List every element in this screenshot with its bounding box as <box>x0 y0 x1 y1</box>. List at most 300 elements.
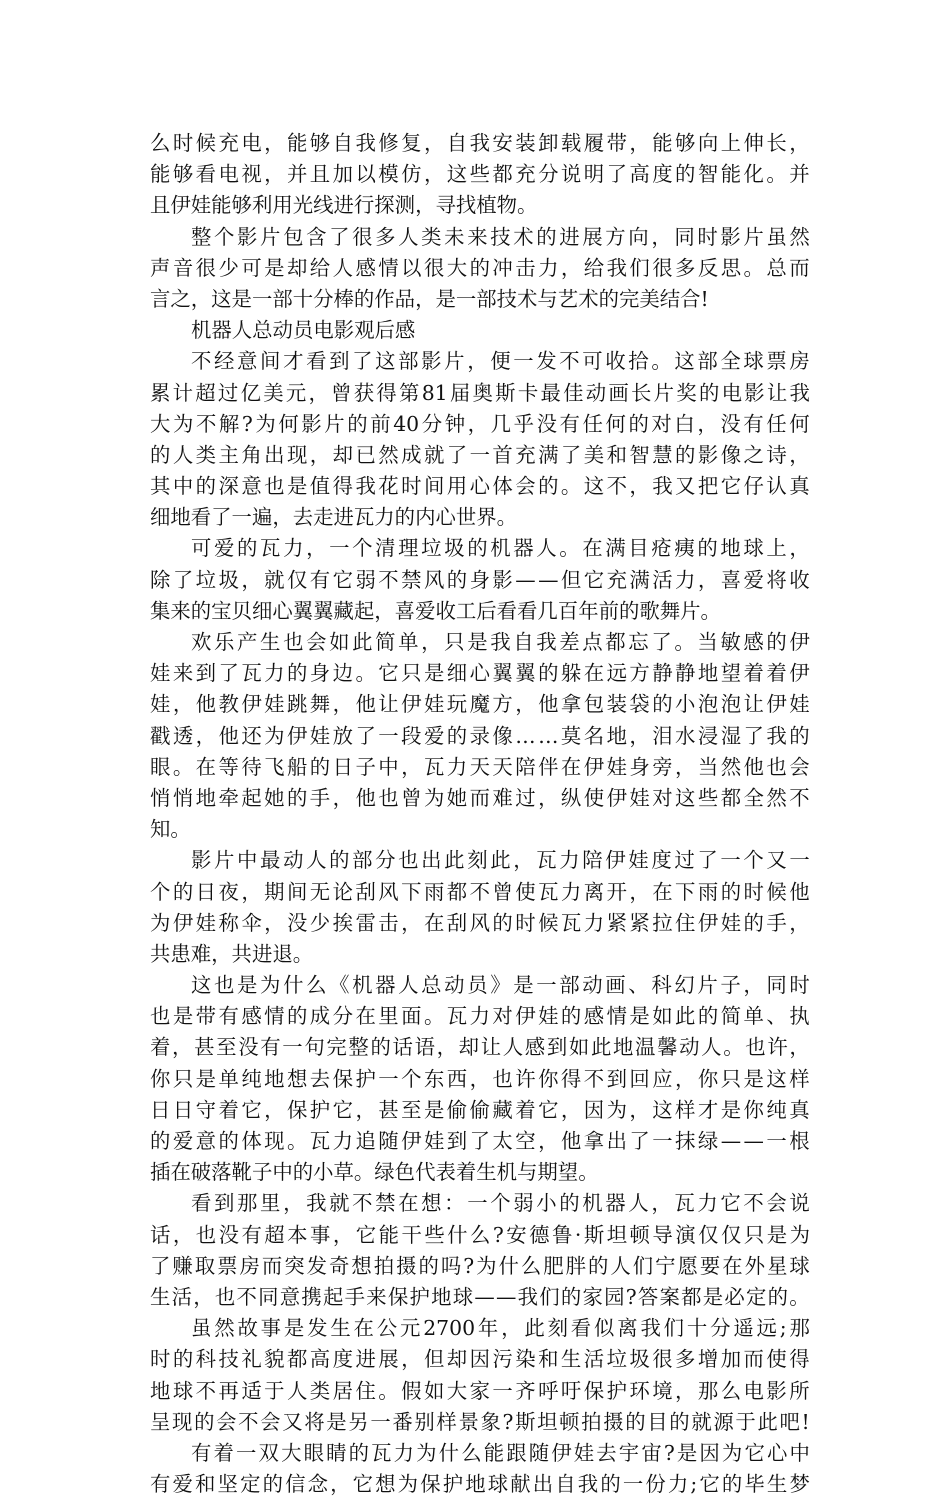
glyph: 。 <box>423 1004 445 1029</box>
text-line <box>150 378 810 409</box>
glyph: 事 <box>310 1222 331 1247</box>
glyph: 它 <box>699 1472 720 1497</box>
glyph: 么 <box>720 1378 742 1403</box>
glyph: 娃 <box>264 692 285 717</box>
glyph: 的 <box>536 224 557 249</box>
glyph: 奖 <box>676 380 697 405</box>
text-line <box>150 596 810 627</box>
glyph: 至 <box>216 1035 237 1060</box>
glyph: 并 <box>789 162 810 187</box>
glyph: 别 <box>414 1409 435 1434</box>
glyph: 紧 <box>606 910 627 935</box>
glyph: 信 <box>285 1472 306 1497</box>
glyph: 画 <box>608 380 629 405</box>
text-line <box>150 315 810 346</box>
glyph: 这 <box>375 349 396 374</box>
glyph: 的 <box>628 411 649 436</box>
glyph: 仿 <box>401 162 422 187</box>
glyph: ， <box>697 567 719 592</box>
text-line <box>150 1220 810 1251</box>
glyph: 收 <box>605 349 626 374</box>
text-line <box>150 1032 810 1063</box>
glyph: 间 <box>260 349 281 374</box>
glyph: 么 <box>461 1440 482 1465</box>
glyph: 垃 <box>606 1347 627 1372</box>
glyph: 着 <box>213 1440 234 1465</box>
glyph: 那 <box>237 1191 258 1216</box>
glyph: 它 <box>744 1440 765 1465</box>
glyph: 爱 <box>172 1472 193 1497</box>
glyph: 瓦 <box>260 536 281 561</box>
glyph: 的 <box>347 411 368 436</box>
glyph: 的 <box>218 1129 239 1153</box>
text-line-content <box>150 689 810 720</box>
glyph: 总 <box>766 255 787 280</box>
glyph: 刮 <box>446 910 468 935</box>
glyph: 虽 <box>191 1316 212 1341</box>
glyph: 将 <box>304 1409 325 1434</box>
glyph: 是 <box>702 1284 724 1309</box>
glyph: 娃 <box>195 910 217 935</box>
glyph: 他 <box>355 692 376 717</box>
glyph: 美 <box>583 442 605 467</box>
glyph: 宁 <box>655 1253 676 1278</box>
glyph: ， <box>332 785 354 810</box>
glyph: 是 <box>720 1097 742 1122</box>
glyph: 生 <box>330 1316 351 1341</box>
glyph: 身 <box>309 661 331 686</box>
glyph: 执 <box>789 1004 810 1029</box>
glyph: 目 <box>647 1409 668 1434</box>
glyph: 答 <box>637 1284 659 1309</box>
glyph: 满 <box>605 536 626 561</box>
glyph: 坚 <box>217 1472 238 1497</box>
glyph: 会 <box>766 1191 787 1216</box>
glyph: 只 <box>444 630 465 654</box>
glyph: 染 <box>515 1347 536 1372</box>
glyph: 一 <box>652 1129 673 1153</box>
glyph: 环 <box>629 1378 650 1403</box>
glyph: 元 <box>399 1316 421 1341</box>
glyph: 力 <box>332 1129 354 1153</box>
glyph: 想 <box>421 1191 442 1216</box>
glyph: 大 <box>281 1440 302 1465</box>
glyph: 影 <box>237 224 258 249</box>
glyph: 给 <box>583 255 605 280</box>
glyph: 意 <box>195 1129 217 1153</box>
glyph: 是 <box>286 474 308 499</box>
glyph: 长 <box>766 131 787 155</box>
glyph: 的 <box>286 661 308 686</box>
glyph: 瓦 <box>309 1129 331 1153</box>
glyph: 计 <box>172 380 194 405</box>
glyph: 纯 <box>241 1066 262 1091</box>
glyph: 的 <box>538 661 559 686</box>
glyph: 伊 <box>551 1440 572 1465</box>
glyph: 同 <box>766 973 787 998</box>
glyph: ， <box>675 754 696 779</box>
glyph: 伊 <box>401 692 422 717</box>
glyph: 毕 <box>744 1472 765 1497</box>
glyph: 电 <box>721 380 742 405</box>
glyph: 部 <box>352 848 373 873</box>
glyph: 娃 <box>628 848 649 873</box>
glyph: 许 <box>767 1035 788 1060</box>
glyph: 根 <box>789 1129 810 1153</box>
glyph: 瓦 <box>423 754 445 779</box>
glyph: 完 <box>326 1035 347 1060</box>
glyph: — <box>496 1284 517 1309</box>
glyph: 分 <box>375 848 396 873</box>
glyph: 们 <box>632 1253 654 1278</box>
glyph: 吗 <box>440 1253 462 1278</box>
glyph: 的 <box>446 567 468 592</box>
glyph: 让 <box>766 380 788 405</box>
glyph: 是 <box>283 1316 305 1341</box>
text-line-content <box>150 1407 810 1438</box>
text-line-content: 插在破落靴子中的小草。绿色代表着生机与期望。 <box>150 1160 599 1185</box>
text-line-content <box>191 970 810 1001</box>
glyph: 到 <box>214 1191 235 1216</box>
glyph: ， <box>651 1191 672 1216</box>
glyph: 鲁 <box>552 1222 573 1247</box>
glyph: 念 <box>307 1472 328 1497</box>
glyph: 望 <box>720 661 742 686</box>
glyph: 雨 <box>697 879 719 904</box>
glyph: 未 <box>444 224 465 249</box>
glyph: — <box>515 567 536 592</box>
glyph: 魔 <box>469 692 490 717</box>
glyph: 不 <box>583 1066 605 1091</box>
glyph: 的 <box>492 910 513 935</box>
glyph: 瓦 <box>674 1191 695 1216</box>
glyph: 胖 <box>565 1253 587 1278</box>
glyph: 么 <box>470 1222 491 1247</box>
glyph: 也 <box>195 1222 217 1247</box>
glyph: 片 <box>324 411 345 436</box>
glyph: 中 <box>789 1440 810 1465</box>
glyph: 得 <box>376 380 397 405</box>
glyph: 似 <box>594 1316 615 1341</box>
glyph: 静 <box>675 661 696 686</box>
glyph: ， <box>743 973 764 998</box>
glyph: 为 <box>416 1440 437 1465</box>
glyph: 纯 <box>766 1097 787 1122</box>
glyph: 你 <box>697 1066 719 1091</box>
glyph: ， <box>309 442 331 467</box>
glyph: 什 <box>498 1253 519 1278</box>
glyph: 然 <box>789 224 810 249</box>
glyph: 日 <box>172 1097 194 1122</box>
glyph: 力 <box>393 1440 415 1465</box>
glyph: 大 <box>446 1378 468 1403</box>
glyph: 角 <box>241 442 262 467</box>
glyph: 为 <box>264 723 285 748</box>
glyph: 度 <box>651 848 672 873</box>
glyph: 影 <box>744 380 765 405</box>
glyph: 少 <box>218 255 239 280</box>
text-line <box>150 1376 810 1407</box>
glyph: 园 <box>604 1284 625 1309</box>
glyph: — <box>538 567 559 592</box>
glyph: 她 <box>446 785 468 810</box>
glyph: 你 <box>743 1097 764 1122</box>
glyph: 除 <box>150 567 171 592</box>
text-line-content <box>191 627 810 658</box>
glyph: 护 <box>409 1284 430 1309</box>
glyph: 加 <box>332 162 354 187</box>
glyph: 没 <box>536 411 557 436</box>
glyph: 它 <box>355 1222 377 1247</box>
glyph: 就 <box>329 1191 350 1216</box>
glyph: 都 <box>492 162 513 187</box>
glyph: 宇 <box>618 1440 640 1465</box>
text-line-content <box>150 908 810 939</box>
glyph: 主 <box>218 442 239 467</box>
glyph: 情 <box>264 1004 285 1029</box>
glyph: 难 <box>492 785 513 810</box>
glyph: 声 <box>150 255 171 280</box>
glyph: 活 <box>583 1347 605 1372</box>
glyph: 有 <box>150 1472 171 1497</box>
glyph: 于 <box>264 1378 285 1403</box>
glyph: 明 <box>583 162 605 187</box>
glyph: 伊 <box>583 754 605 779</box>
glyph: 过 <box>674 848 695 873</box>
glyph: 让 <box>480 1035 502 1060</box>
glyph: 刮 <box>355 879 376 904</box>
glyph: 的 <box>669 1409 690 1434</box>
glyph: 护 <box>606 1378 627 1403</box>
glyph: ， <box>675 1378 696 1403</box>
glyph: 力 <box>667 1472 689 1497</box>
glyph: 到 <box>606 1066 627 1091</box>
glyph: 事 <box>260 1316 282 1341</box>
glyph: 话 <box>150 1222 171 1247</box>
glyph: 大 <box>446 255 468 280</box>
glyph: 产 <box>237 630 258 654</box>
text-line-content: 共患难，共进退。 <box>150 941 314 966</box>
glyph: 影 <box>492 567 513 592</box>
glyph: 所 <box>789 1378 810 1403</box>
glyph: 击 <box>515 255 536 280</box>
glyph: 娃 <box>629 785 650 810</box>
glyph: 个 <box>352 536 373 561</box>
glyph: 是 <box>467 630 488 654</box>
text-line <box>150 1064 810 1095</box>
glyph: 能 <box>286 131 308 155</box>
glyph: 包 <box>583 692 605 717</box>
glyph: 回 <box>629 1066 650 1091</box>
glyph: 手 <box>344 1284 366 1309</box>
glyph: 充 <box>515 442 536 467</box>
glyph: 的 <box>652 692 673 717</box>
glyph: 旁 <box>652 754 673 779</box>
glyph: 很 <box>423 255 445 280</box>
glyph: 曾 <box>331 380 352 405</box>
glyph: 们 <box>539 1284 560 1309</box>
glyph: 爱 <box>743 567 764 592</box>
glyph: 随 <box>378 1129 399 1153</box>
glyph: 有 <box>309 567 331 592</box>
glyph: 戳 <box>150 723 171 748</box>
glyph: 装 <box>606 692 627 717</box>
glyph: 的 <box>697 1004 719 1029</box>
glyph: 员 <box>467 973 488 998</box>
glyph: 的 <box>262 1472 283 1497</box>
glyph: 德 <box>529 1222 550 1247</box>
glyph: 齐 <box>515 1378 536 1403</box>
glyph: 的 <box>625 1409 646 1434</box>
glyph: 是 <box>743 1066 764 1091</box>
glyph: 也 <box>378 785 399 810</box>
glyph: ， <box>629 131 650 155</box>
glyph: 绿 <box>697 1129 719 1153</box>
glyph: 着 <box>743 661 764 686</box>
text-line-content: 集来的宝贝细心翼翼藏起，喜爱收工后看看几百年前的歌舞片。 <box>150 598 721 623</box>
glyph: 悄 <box>150 785 171 810</box>
glyph: 故 <box>237 1316 258 1341</box>
text-line <box>150 970 810 1001</box>
glyph: 的 <box>237 536 258 561</box>
glyph: ， <box>401 754 422 779</box>
glyph: 最 <box>540 380 561 405</box>
glyph: 他 <box>789 879 810 904</box>
glyph: 娃 <box>573 1440 595 1465</box>
text-line <box>150 845 810 876</box>
glyph: 地 <box>612 1035 634 1060</box>
glyph: 娃 <box>538 1004 559 1029</box>
glyph: 视 <box>241 162 262 187</box>
glyph: 影 <box>421 349 442 374</box>
glyph: 的 <box>195 474 217 499</box>
glyph: ， <box>330 1472 351 1497</box>
glyph: 是 <box>629 1004 650 1029</box>
glyph: 复 <box>401 131 422 155</box>
glyph: ， <box>264 910 285 935</box>
glyph: 顿 <box>629 1222 650 1247</box>
glyph: 且 <box>309 162 331 187</box>
text-line <box>150 1126 810 1157</box>
glyph: ， <box>789 1035 810 1060</box>
glyph: 智 <box>629 442 650 467</box>
glyph: 进 <box>355 1347 376 1372</box>
glyph: 垃 <box>195 567 217 592</box>
glyph: 些 <box>697 785 719 810</box>
glyph: 钟 <box>444 411 466 436</box>
text-line-content <box>150 440 810 471</box>
glyph: 瓦 <box>538 879 559 904</box>
glyph: 的 <box>194 1409 215 1434</box>
glyph: 你 <box>150 1066 171 1091</box>
glyph: 展 <box>378 1347 399 1372</box>
glyph: 梦 <box>789 1472 810 1497</box>
glyph: 出 <box>532 1472 554 1497</box>
glyph: 名 <box>583 723 605 748</box>
glyph: 我 <box>469 131 490 155</box>
glyph: 的 <box>538 474 559 499</box>
glyph: 很 <box>352 224 373 249</box>
glyph: 拍 <box>581 1409 602 1434</box>
glyph: 想 <box>351 1253 372 1278</box>
glyph: 在 <box>560 754 582 779</box>
glyph: 长 <box>631 380 652 405</box>
glyph: 击 <box>378 910 399 935</box>
glyph: 年 <box>477 1316 499 1341</box>
glyph: 动 <box>582 973 603 998</box>
glyph: 保 <box>332 1066 354 1091</box>
glyph: 了 <box>629 1129 650 1153</box>
glyph: 的 <box>588 1253 609 1278</box>
glyph: 一 <box>766 1129 787 1153</box>
text-line-content <box>150 721 810 752</box>
glyph: 没 <box>238 1035 259 1060</box>
glyph: 而 <box>789 255 810 280</box>
glyph: 等 <box>218 754 239 779</box>
text-line <box>150 346 810 377</box>
glyph: 垃 <box>421 536 442 561</box>
glyph: 边 <box>332 661 354 686</box>
glyph: 来 <box>366 1284 387 1309</box>
glyph: 开 <box>606 879 627 904</box>
glyph: 面 <box>401 1004 422 1029</box>
glyph: 片 <box>260 224 281 249</box>
glyph: 适 <box>241 1378 262 1403</box>
glyph: 动 <box>444 973 465 998</box>
glyph: 力 <box>583 910 605 935</box>
glyph: 这 <box>652 1097 673 1122</box>
glyph: 个 <box>150 879 171 904</box>
glyph: 的 <box>560 1004 582 1029</box>
glyph: 又 <box>675 474 696 499</box>
glyph: 深 <box>218 474 239 499</box>
glyph: 许 <box>515 1066 536 1091</box>
glyph: 舞 <box>309 692 331 717</box>
glyph: 心 <box>469 474 490 499</box>
glyph: 个 <box>743 848 764 873</box>
glyph: 它 <box>720 1191 741 1216</box>
glyph: 伊 <box>401 1129 422 1153</box>
text-line-content <box>150 159 810 190</box>
glyph: 多 <box>375 224 396 249</box>
text-line <box>150 1438 810 1469</box>
glyph: 的 <box>172 1347 194 1372</box>
text-line-content <box>150 128 810 159</box>
text-line <box>150 1001 810 1032</box>
glyph: 伊 <box>172 910 194 935</box>
glyph: 泪 <box>652 723 673 748</box>
glyph: 差 <box>559 630 580 654</box>
glyph: 说 <box>560 162 582 187</box>
glyph: 睛 <box>326 1440 347 1465</box>
glyph: 认 <box>766 474 787 499</box>
glyph: 的 <box>469 255 490 280</box>
glyph: 悄 <box>172 785 194 810</box>
glyph: 的 <box>446 723 468 748</box>
glyph: 第 <box>399 380 420 405</box>
glyph: 份 <box>645 1472 666 1497</box>
glyph: 躲 <box>560 661 582 686</box>
glyph: 分 <box>332 1004 354 1029</box>
text-line-content: 言之，这是一部十分棒的作品，是一部技术与艺术的完美结合! <box>150 286 709 311</box>
glyph: 一 <box>536 973 557 998</box>
glyph: 此 <box>490 848 511 873</box>
glyph: 时 <box>401 474 422 499</box>
glyph: 里 <box>378 1004 399 1029</box>
glyph: 球 <box>743 349 764 374</box>
glyph: 超 <box>195 380 216 405</box>
glyph: 我 <box>306 1191 327 1216</box>
